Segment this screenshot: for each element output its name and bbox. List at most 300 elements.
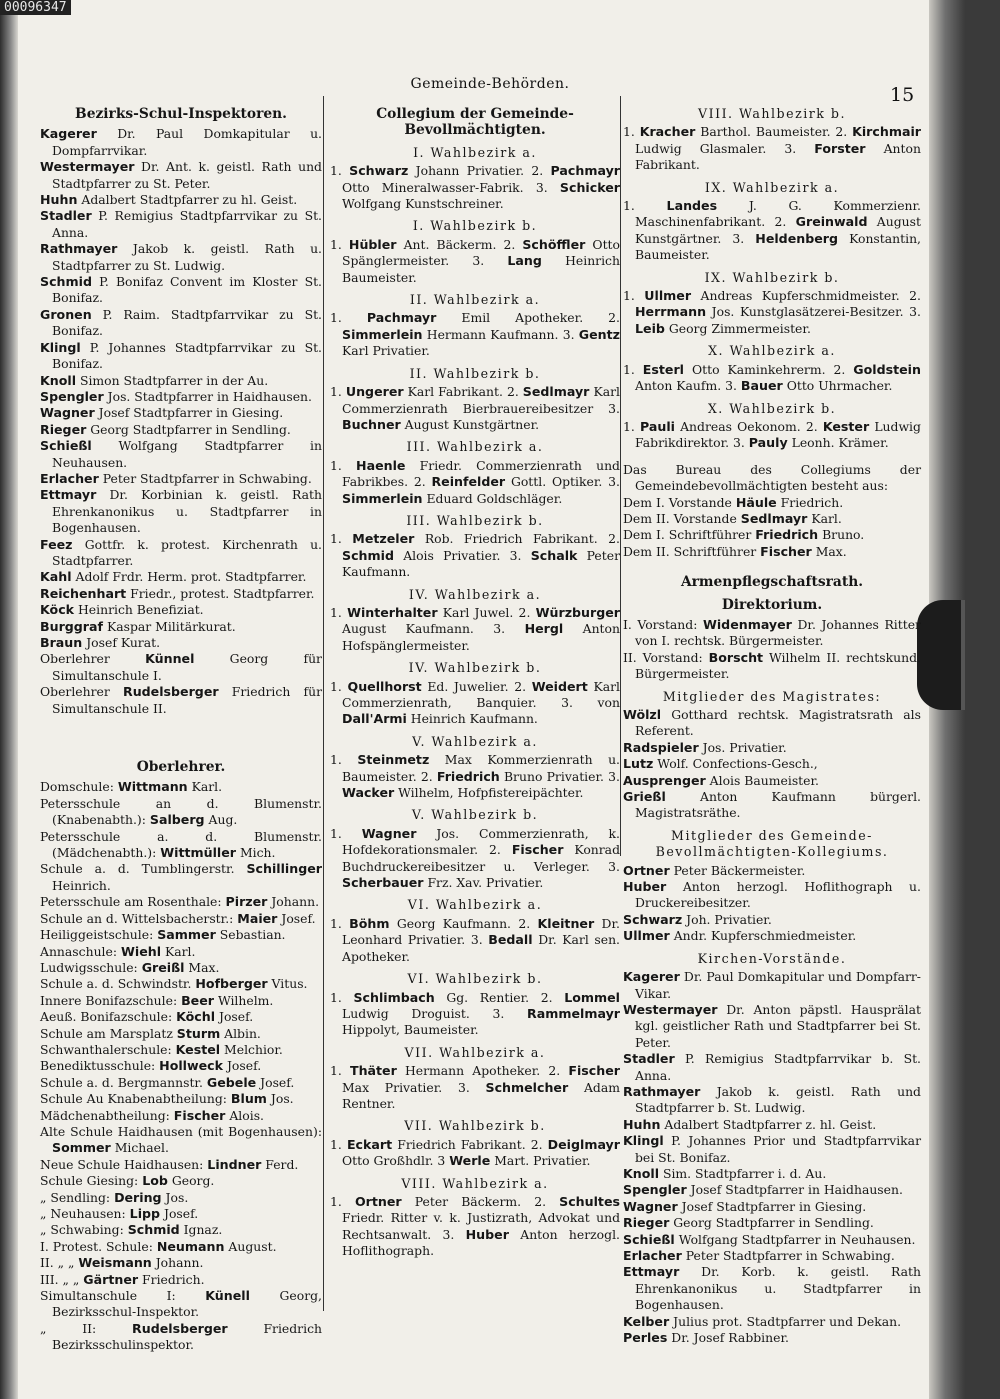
entry-text: August Kaufmann. 3. <box>342 621 506 637</box>
entry-text: Wolfgang Stadtpfarrer in Neuhausen. <box>678 1231 916 1247</box>
entry-name: Wittmüller <box>160 845 236 861</box>
list-item <box>623 1051 921 1084</box>
entry-text: Friedrich Fabrikant. 2. <box>397 1136 543 1152</box>
district-entry <box>330 990 620 1039</box>
list-direktorium <box>623 617 921 683</box>
entry-name: Hollweck <box>159 1058 223 1074</box>
entry-text: Anton Hofspänglermeister. <box>342 621 620 653</box>
district-entry <box>330 605 620 654</box>
list-item <box>623 1330 921 1346</box>
entry-text: Friedrich. <box>142 1271 205 1287</box>
entry-name: Schlimbach <box>353 989 435 1005</box>
list-item <box>40 373 322 389</box>
entry-name: Lutz <box>623 756 654 772</box>
entry-text: Dr. Ant. k. geistl. Rath und Stadtpfarrer zu St. Peter. <box>52 159 322 191</box>
entry-text: Heinrich. <box>52 877 111 893</box>
list-item <box>40 651 322 684</box>
entry-name: Lob <box>142 1173 168 1189</box>
entry-name: Ortner <box>354 1193 402 1209</box>
list-item <box>40 241 322 274</box>
entry-text: Gg. Rentier. 2. <box>446 989 553 1005</box>
entry-text: Dr. Paul Domkapitular u. Dompfarrvikar. <box>52 126 322 158</box>
entry-text: Dr. Korbinian k. geistl. Rath Ehrenkanonikus u. Stadtpfarrer in Bogenhausen. <box>52 487 322 536</box>
section-heading-gemeinde: Mitglieder des Gemeinde-Bevollmächtigten-Kollegiums. <box>655 827 889 860</box>
entry-text: Adam Rentner. <box>342 1079 620 1111</box>
entry-text: Hermann Kaufmann. 3. <box>426 326 575 342</box>
entry-name: Schöffler <box>522 236 586 252</box>
entry-name: Esterl <box>642 361 684 377</box>
entry-prefix: 1. <box>330 604 342 620</box>
entry-name: Hergl <box>524 621 564 637</box>
entry-name: Würzburger <box>535 604 620 620</box>
entry-name: Ettmayr <box>623 1264 680 1280</box>
entry-name: Erlacher <box>40 470 99 486</box>
entry-prefix: 1. <box>330 989 342 1005</box>
entry-prefix: Benediktusschule: <box>40 1058 156 1074</box>
entry-text: P. Johannes Prior und Stadtpfarrvikar bei St. Bonifaz. <box>635 1133 921 1165</box>
entry-text: Michael. <box>114 1140 169 1156</box>
district-label: IV. Wahlbezirk b. <box>408 660 542 676</box>
entry-text: Josef. <box>226 1058 262 1074</box>
entry-text: Friedr., protest. Stadtpfarrer. <box>130 585 315 601</box>
entry-text: Joh. Privatier. <box>686 911 772 927</box>
entry-text: Sebastian. <box>219 927 286 943</box>
bureau-intro: Das Bureau des Collegiums der Gemeindebevollmächtigten besteht aus: <box>623 461 921 494</box>
entry-prefix: 1. <box>623 198 635 214</box>
entry-prefix: I. Protest. Schule: <box>40 1238 153 1254</box>
list-item <box>40 1206 322 1222</box>
entry-text: Konrad Buchdruckereibesitzer u. Verleger. 3. <box>342 842 620 874</box>
district-entry <box>623 419 921 452</box>
district-entry <box>330 1194 620 1260</box>
entry-name: Rieger <box>40 421 87 437</box>
entry-prefix: I. Vorstand: <box>623 616 698 632</box>
list-item <box>40 487 322 536</box>
entry-text: Otto Spänglermeister. 3. <box>342 236 620 269</box>
district-label: X. Wahlbezirk b. <box>707 400 837 416</box>
list-item <box>623 863 921 879</box>
entry-text: Bruno Privatier. 3. <box>503 768 620 784</box>
entry-text: Josef Stadtpfarrer in Haidhausen. <box>690 1182 903 1198</box>
entry-name: Künnel <box>145 651 195 667</box>
entry-prefix: 1. <box>330 1136 342 1152</box>
entry-name: Sedlmayr <box>740 510 808 526</box>
list-item <box>623 1117 921 1133</box>
entry-name: Kirchmair <box>852 124 921 140</box>
entry-name: Wölzl <box>623 707 662 722</box>
district-entry <box>330 826 620 892</box>
entry-text: Karl. <box>191 779 223 795</box>
district-label: II. Wahlbezirk a. <box>409 292 541 308</box>
entry-prefix: II. „ „ <box>40 1255 75 1271</box>
district-label: VI. Wahlbezirk b. <box>407 971 543 987</box>
entry-prefix: Petersschule a. d. Blumenstr. (Mädchenabth.): <box>40 828 322 861</box>
entry-name: Huber <box>623 879 667 895</box>
entry-name: Greinwald <box>795 214 868 230</box>
page-number: 15 <box>890 84 915 106</box>
district-entry <box>330 531 620 580</box>
entry-name: Böhm <box>349 915 390 931</box>
list-item <box>40 1075 322 1091</box>
entry-name: Kagerer <box>40 126 97 142</box>
entry-name: Metzeler <box>352 531 415 547</box>
list-item <box>40 619 322 635</box>
entry-text: Karl Juwel. 2. <box>442 604 531 620</box>
list-item <box>40 471 322 487</box>
list-item <box>623 1264 921 1313</box>
list-item <box>40 1058 322 1074</box>
entry-name: Ettmayr <box>40 487 97 503</box>
entry-name: Buchner <box>342 416 401 432</box>
entry-name: Burggraf <box>40 618 103 634</box>
entry-text: Karl Fabrikant. 2. <box>407 384 519 400</box>
entry-text: Josef Kurat. <box>86 635 161 650</box>
entry-prefix: Domschule: <box>40 779 114 795</box>
district-entry <box>623 362 921 395</box>
list-item <box>40 976 322 992</box>
entry-name: Haenle <box>356 457 406 473</box>
list-bureau <box>623 495 921 561</box>
entry-text: Dr. Korb. k. geistl. Rath Ehrenkanonikus u. Stadtpfarrer in Bogenhausen. <box>635 1264 921 1313</box>
list-item <box>40 1108 322 1124</box>
entry-prefix: 1. <box>330 1193 342 1209</box>
entry-prefix: Schule a. d. Tumblingerstr. <box>40 861 235 877</box>
entry-name: Lang <box>507 253 542 269</box>
entry-text: Otto Uhrmacher. <box>786 378 893 394</box>
entry-prefix: Heiliggeistschule: <box>40 927 154 943</box>
entry-name: Schießl <box>623 1231 675 1247</box>
list-item <box>623 1002 921 1051</box>
entry-text: Josef. <box>260 1074 295 1090</box>
entry-name: Sommer <box>52 1140 111 1156</box>
entry-text: Jakob k. geistl. Rath und Stadtpfarrer b. St. Ludwig. <box>635 1083 921 1116</box>
entry-text: Friedrich Bezirksschulinspektor. <box>52 1320 322 1353</box>
list-magistrat <box>623 707 921 822</box>
entry-name: Sedlmayr <box>522 384 590 400</box>
district-entry <box>330 752 620 801</box>
district-entry <box>330 1063 620 1112</box>
entry-name: Knoll <box>40 372 77 388</box>
entry-name: Rieger <box>623 1215 670 1231</box>
section-heading-teachers: Oberlehrer. <box>136 759 226 776</box>
entry-name: Hübler <box>348 236 397 252</box>
entry-text: Ed. Juwelier. 2. <box>427 678 527 694</box>
list-item <box>623 1314 921 1330</box>
entry-name: Wiehl <box>120 943 162 959</box>
list-item <box>40 389 322 405</box>
entry-text: Andreas Oekonom. 2. <box>680 418 818 434</box>
binder-tab <box>917 600 965 710</box>
entry-name: Widenmayer <box>702 616 792 632</box>
entry-name: Gebele <box>206 1074 257 1090</box>
entry-name: Schwarz <box>623 911 683 927</box>
entry-text: Georg. <box>171 1173 215 1189</box>
entry-text: Karl Privatier. <box>342 343 430 359</box>
entry-text: Wolfgang Kunstschreiner. <box>342 196 504 212</box>
list-item <box>40 208 322 241</box>
entry-name: Bedall <box>488 932 533 948</box>
entry-name: Kagerer <box>623 969 680 985</box>
entry-prefix: 1. <box>623 124 635 140</box>
running-head: Gemeinde-Behörden. <box>410 76 570 92</box>
entry-text: Max. <box>188 959 220 975</box>
entry-prefix: 1. <box>330 531 342 547</box>
entry-text: Frz. Xav. Privatier. <box>427 875 544 891</box>
entry-text: Josef Stadtpfarrer in Giesing. <box>681 1198 867 1214</box>
entry-text: Emil Apotheker. 2. <box>461 310 620 326</box>
entry-name: Lommel <box>564 989 620 1005</box>
list-item <box>40 438 322 471</box>
list-item <box>40 993 322 1009</box>
entry-name: Gentz <box>578 326 620 342</box>
entry-prefix: 1. <box>330 384 342 400</box>
entry-text: Hermann Apotheker. 2. <box>404 1063 561 1079</box>
entry-text: Wolf. Confections-Gesch., <box>657 756 818 772</box>
district-label: II. Wahlbezirk b. <box>409 365 541 381</box>
entry-text: Friedr. Commerzienrath und Fabrikbes. 2. <box>342 457 620 490</box>
entry-name: Sammer <box>157 927 216 943</box>
entry-text: Gottl. Optiker. 3. <box>510 474 620 490</box>
list-inspectors <box>40 126 322 717</box>
section-heading-direktorium: Direktorium. <box>721 596 823 613</box>
entry-text: Friedrich für Simultanschule II. <box>52 684 322 716</box>
list-item <box>623 1084 921 1117</box>
entry-text: Jakob k. geistl. Rath u. Stadtpfarrer zu St. Ludwig. <box>52 241 322 273</box>
entry-name: Wagner <box>40 405 95 421</box>
entry-text: Anton Kaufm. 3. <box>635 378 737 394</box>
district-label: V. Wahlbezirk b. <box>411 807 539 823</box>
entry-prefix: Petersschule an d. Blumenstr. (Knabenabth.): <box>40 795 322 828</box>
entry-text: Ferd. <box>265 1156 299 1172</box>
district-entry <box>330 916 620 965</box>
list-item <box>623 1248 921 1264</box>
entry-text: Leonh. Krämer. <box>791 435 889 451</box>
list-item <box>40 1321 322 1354</box>
list-item <box>40 779 322 795</box>
entry-prefix: 1. <box>623 288 635 304</box>
entry-name: Westermayer <box>40 159 135 175</box>
entry-text: Wilhelm II. rechtskund. Bürgermeister. <box>635 649 921 682</box>
entry-prefix: Mädchenabtheilung: <box>40 1107 170 1123</box>
entry-name: Spengler <box>623 1182 687 1198</box>
entry-text: Jos. <box>165 1189 189 1205</box>
entry-name: Erlacher <box>623 1248 682 1263</box>
list-item <box>40 1239 322 1255</box>
list-item <box>40 861 322 894</box>
list-item <box>40 1173 322 1189</box>
district-label: I. Wahlbezirk a. <box>413 144 537 160</box>
entry-text: P. Johannes Stadtpfarrvikar zu St. Bonifaz. <box>52 339 322 372</box>
entry-name: Ullmer <box>623 928 670 944</box>
entry-name: Thäter <box>349 1063 397 1079</box>
district-label: IX. Wahlbezirk a. <box>704 179 840 195</box>
entry-name: Schmelcher <box>485 1079 569 1095</box>
entry-name: Dall'Armi <box>342 711 407 727</box>
entry-prefix: 1. <box>330 310 342 326</box>
entry-name: Salberg <box>149 812 205 828</box>
entry-name: Weidert <box>531 678 588 694</box>
entry-text: P. Raim. Stadtpfarrvikar zu St. Bonifaz. <box>52 306 322 339</box>
district-entry <box>330 1137 620 1170</box>
list-item <box>623 1215 921 1231</box>
district-label: VI. Wahlbezirk a. <box>407 897 543 913</box>
list-item <box>623 1133 921 1166</box>
entry-name: Künell <box>205 1288 250 1304</box>
entry-name: Rammelmayr <box>527 1005 620 1021</box>
list-item <box>40 796 322 829</box>
entry-name: Wittmann <box>117 779 188 795</box>
list-item <box>623 1232 921 1248</box>
list-item <box>40 159 322 192</box>
entry-name: Fischer <box>568 1063 620 1079</box>
entry-text: Dr. Josef Rabbiner. <box>671 1330 789 1346</box>
district-entry <box>330 679 620 728</box>
entry-name: Hofberger <box>195 976 268 992</box>
entry-prefix: Schwanthalerschule: <box>40 1041 172 1057</box>
list-item <box>40 274 322 307</box>
entry-text: Josef. <box>164 1206 199 1221</box>
entry-prefix: III. „ „ <box>40 1271 80 1287</box>
entry-prefix: 1. <box>330 752 342 768</box>
list-gemeinde <box>623 863 921 945</box>
entry-prefix: Schule an d. Wittelsbacherstr.: <box>40 910 234 926</box>
entry-text: Kaspar Militärkurat. <box>106 618 236 634</box>
entry-name: Gärtner <box>83 1271 139 1287</box>
entry-text: Karl. <box>164 943 196 959</box>
section-heading-collegium: Collegium der Gemeinde-Bevollmächtigten. <box>376 106 574 139</box>
entry-name: Köchl <box>176 1009 216 1025</box>
entry-name: Kelber <box>623 1313 670 1329</box>
entry-name: Reichenhart <box>40 585 127 601</box>
entry-text: Dr. Anton päpstl. Hausprälat kgl. geistlicher Rath und Stadtpfarrer bei St. Peter. <box>635 1001 921 1050</box>
entry-name: Knoll <box>623 1165 660 1181</box>
entry-name: Pachmayr <box>550 163 620 179</box>
entry-text: Anton Fabrikant. <box>635 140 921 173</box>
entry-prefix: Dem I. Vorstande <box>623 494 732 510</box>
entry-text: Jos. <box>270 1091 294 1107</box>
list-teachers <box>40 779 322 1353</box>
entry-prefix: 1. <box>330 915 342 931</box>
list-item <box>40 635 322 651</box>
entry-text: Karl Commerzienrath, Banquier. 3. von <box>342 678 620 710</box>
list-item <box>40 569 322 585</box>
entry-text: Jos. Privatier. <box>702 739 787 755</box>
entry-name: Ortner <box>623 862 670 878</box>
entry-prefix: Schule a. d. Bergmannstr. <box>40 1074 203 1090</box>
entry-name: Westermayer <box>623 1001 718 1017</box>
entry-name: Pauly <box>748 435 788 451</box>
entry-prefix: „ Schwabing: <box>40 1222 124 1238</box>
entry-name: Wacker <box>342 785 395 801</box>
entry-text: Vitus. <box>271 976 308 992</box>
entry-text: Max Privatier. 3. <box>342 1079 470 1095</box>
entry-prefix: Schule a. d. Schwindstr. <box>40 976 192 992</box>
list-item <box>623 879 921 912</box>
entry-text: Rob. Friedrich Fabrikant. 2. <box>424 531 620 547</box>
entry-name: Steinmetz <box>357 752 430 768</box>
entry-text: Bruno. <box>822 527 865 543</box>
list-item <box>40 1272 322 1288</box>
entry-prefix: 1. <box>330 1063 342 1079</box>
entry-prefix: Oberlehrer <box>40 684 110 700</box>
entry-prefix: Alte Schule Haidhausen (mit Bogenhausen): <box>40 1123 322 1139</box>
entry-text: Gotthard rechtsk. Magistratsrath als Referent. <box>635 707 921 739</box>
entry-prefix: 1. <box>330 457 342 473</box>
entry-text: Georg Stadtpfarrer in Sendling. <box>673 1215 874 1231</box>
entry-text: Peter Stadtpfarrer in Schwabing. <box>102 470 312 486</box>
list-item <box>40 1222 322 1238</box>
entry-text: Dr. Karl sen. Apotheker. <box>342 932 620 964</box>
entry-name: Grießl <box>623 789 666 805</box>
entry-text: Peter Stadtpfarrer in Schwabing. <box>685 1248 895 1263</box>
entry-text: Ignaz. <box>183 1222 223 1238</box>
entry-text: Johann. <box>271 894 320 910</box>
column-middle <box>330 100 620 1260</box>
entry-name: Schalk <box>530 547 578 563</box>
entry-text: Wolfgang Stadtpfarrer in Neuhausen. <box>52 438 322 470</box>
entry-text: P. Bonifaz Convent im Kloster St. Bonifaz. <box>52 274 322 306</box>
entry-name: Gronen <box>40 306 92 322</box>
list-item <box>40 1190 322 1206</box>
entry-text: Peter Kaufmann. <box>342 547 620 580</box>
list-item <box>40 684 322 717</box>
entry-text: Albin. <box>224 1025 261 1041</box>
list-item <box>623 789 921 822</box>
entry-name: Schmid <box>40 274 92 290</box>
entry-name: Fischer <box>511 842 564 858</box>
entry-prefix: Ludwigsschule: <box>40 959 138 975</box>
entry-text: P. Remigius Stadtpfarrvikar b. St. Anna. <box>635 1051 921 1083</box>
entry-text: Julius prot. Stadtpfarrer und Dekan. <box>673 1313 902 1329</box>
entry-text: Andr. Kupferschmiedmeister. <box>673 928 857 944</box>
entry-text: Heinrich Kaufmann. <box>410 711 538 727</box>
district-label: IV. Wahlbezirk a. <box>408 586 542 602</box>
entry-text: Friedrich. <box>780 494 844 510</box>
list-item <box>40 126 322 159</box>
list-item <box>40 944 322 960</box>
list-item <box>40 602 322 618</box>
entry-text: Sim. Stadtpfarrer i. d. Au. <box>662 1165 827 1181</box>
entry-name: Kracher <box>639 124 696 140</box>
entry-name: Beer <box>181 992 214 1008</box>
entry-name: Forster <box>814 140 866 156</box>
entry-prefix: Dem II. Vorstande <box>623 510 737 526</box>
list-item <box>623 912 921 928</box>
district-entry <box>330 458 620 507</box>
district-label: X. Wahlbezirk a. <box>708 343 836 359</box>
district-label: VII. Wahlbezirk a. <box>404 1044 546 1060</box>
list-item <box>40 307 322 340</box>
entry-text: Georg Zimmermeister. <box>668 320 811 336</box>
entry-text: Heinrich Benefiziat. <box>77 602 204 618</box>
list-item <box>623 544 921 560</box>
entry-text: Otto Großhdlr. 3 <box>342 1153 446 1169</box>
entry-name: Schwarz <box>349 163 409 179</box>
entry-name: Schmid <box>342 547 394 563</box>
entry-text: Mart. Privatier. <box>494 1153 591 1169</box>
entry-name: Feez <box>40 536 73 552</box>
list-item <box>40 1124 322 1157</box>
entry-name: Greißl <box>141 959 185 975</box>
entry-text: Peter Bäckermeister. <box>673 862 806 878</box>
entry-name: Perles <box>623 1330 668 1346</box>
entry-name: Kleitner <box>537 915 595 931</box>
list-item <box>40 1042 322 1058</box>
list-item <box>40 1026 322 1042</box>
entry-name: Huber <box>465 1226 509 1242</box>
entry-prefix: 1. <box>330 678 342 694</box>
entry-text: Ant. Bäckerm. 2. <box>403 236 516 252</box>
